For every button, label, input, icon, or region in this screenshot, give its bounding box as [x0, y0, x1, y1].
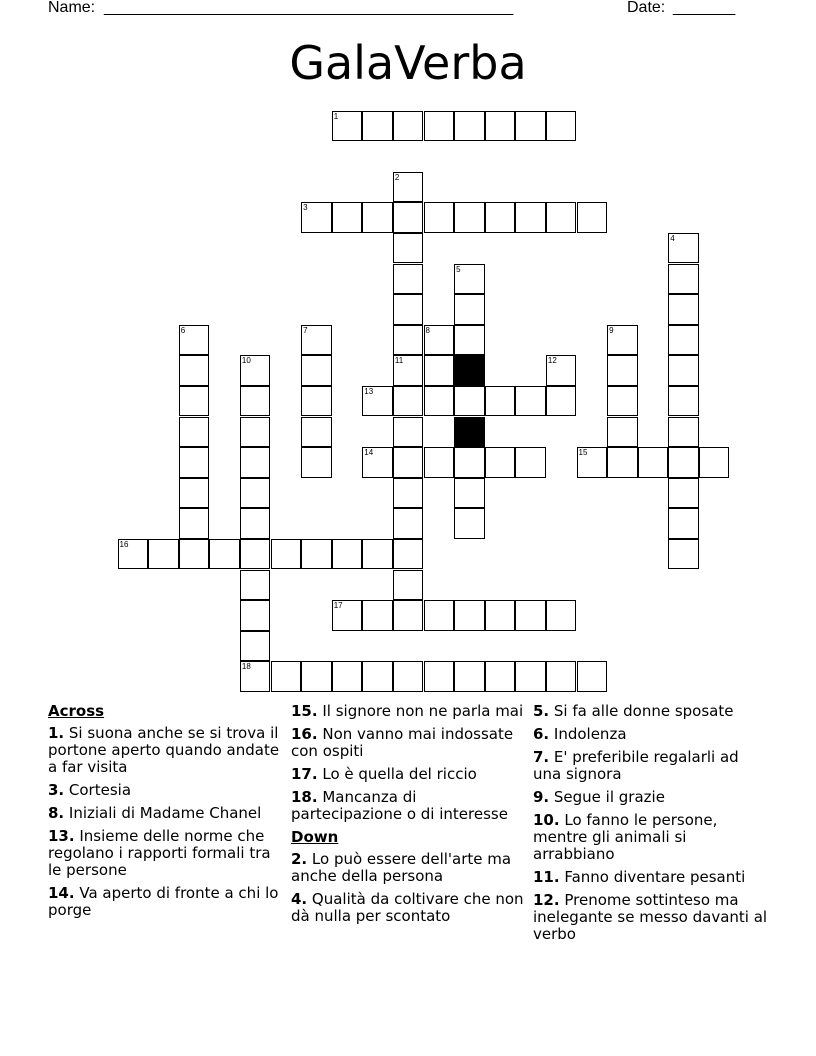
cell-number: 10 [241, 356, 251, 366]
clue-text: Iniziali di Madame Chanel [64, 804, 262, 822]
grid-cell[interactable] [515, 600, 546, 631]
grid-cell[interactable] [240, 478, 271, 509]
clue-column-1 [48, 703, 286, 925]
grid-cell[interactable] [515, 447, 546, 478]
cell-number: 11 [394, 356, 404, 366]
grid-cell[interactable] [424, 386, 455, 417]
grid-cell[interactable] [393, 570, 424, 601]
clue-item [48, 885, 286, 919]
grid-cell[interactable] [393, 661, 424, 692]
grid-cell[interactable] [515, 111, 546, 142]
clue-text: E' preferibile regalarli ad una signora [533, 748, 739, 783]
grid-cell[interactable] [424, 325, 455, 356]
cell-number: 13 [364, 386, 374, 396]
grid-cell[interactable] [454, 111, 485, 142]
clue-text: Si suona anche se si trova il portone aperto quando andate a far visita [48, 724, 280, 776]
grid-cell[interactable] [179, 508, 210, 539]
grid-cell[interactable] [454, 264, 485, 295]
grid-cell[interactable] [546, 386, 577, 417]
cell-number: 1 [333, 111, 339, 121]
cell-number: 6 [180, 325, 186, 335]
grid-cell[interactable] [271, 539, 302, 570]
clue-text: Lo è quella del riccio [317, 765, 477, 783]
grid-cell[interactable] [240, 508, 271, 539]
clue-text: Prenome sottinteso ma inelegante se messo davanti al verbo [533, 891, 768, 943]
clue-number: 18. [291, 788, 318, 806]
grid-cell[interactable] [148, 539, 179, 570]
grid-cell[interactable] [393, 233, 424, 264]
clue-section-heading: Down [291, 828, 339, 846]
clue-item [291, 703, 529, 720]
grid-cell[interactable] [301, 539, 332, 570]
grid-cell[interactable] [699, 447, 730, 478]
cell-number: 18 [241, 662, 251, 672]
clue-item [533, 703, 771, 720]
grid-cell[interactable] [301, 355, 332, 386]
clue-number: 13. [48, 827, 75, 845]
grid-cell[interactable] [393, 294, 424, 325]
clue-text: Il signore non ne parla mai [317, 702, 524, 720]
cell-number: 14 [364, 448, 374, 458]
grid-cell[interactable] [240, 600, 271, 631]
grid-cell[interactable] [179, 478, 210, 509]
name-label: Name: [48, 0, 96, 16]
clue-item [291, 726, 529, 760]
grid-cell[interactable] [393, 539, 424, 570]
grid-cell[interactable] [546, 202, 577, 233]
clue-text: Non vanno mai indossate con ospiti [291, 725, 514, 760]
cell-number: 5 [456, 264, 461, 274]
cell-number: 12 [547, 356, 557, 366]
grid-cell[interactable] [546, 355, 577, 386]
grid-cell[interactable] [362, 539, 393, 570]
grid-cell[interactable] [240, 447, 271, 478]
grid-cell[interactable] [362, 386, 393, 417]
grid-cell[interactable] [209, 539, 240, 570]
clue-number: 5. [533, 702, 550, 720]
clue-number: 16. [291, 725, 318, 743]
clue-text: Insieme delle norme che regolano i rapporti formali tra le persone [48, 827, 271, 879]
grid-cell[interactable] [668, 417, 699, 448]
grid-cell[interactable] [607, 325, 638, 356]
clue-text: Lo fanno le persone, mentre gli animali si arrabbiano [533, 811, 718, 863]
clue-item [48, 805, 286, 822]
clue-item [48, 828, 286, 879]
clue-number: 4. [291, 890, 308, 908]
grid-cell[interactable] [607, 447, 638, 478]
grid-cell[interactable] [424, 600, 455, 631]
clue-text: Qualità da coltivare che non dà nulla per scontato [291, 890, 524, 925]
grid-cell[interactable] [393, 386, 424, 417]
grid-cell[interactable] [301, 202, 332, 233]
grid-cell[interactable] [485, 600, 516, 631]
cell-number: 9 [609, 325, 614, 335]
cell-number: 8 [425, 325, 430, 335]
grid-cell[interactable] [485, 447, 516, 478]
grid-cell[interactable] [454, 661, 485, 692]
clue-item [48, 782, 286, 799]
grid-cell[interactable] [485, 661, 516, 692]
clue-number: 2. [291, 850, 308, 868]
clue-item [533, 749, 771, 783]
grid-cell[interactable] [362, 202, 393, 233]
grid-cell[interactable] [301, 386, 332, 417]
clue-item [291, 851, 529, 885]
date-field[interactable]: _______ [673, 0, 736, 16]
clue-text: Si fa alle donne sposate [549, 702, 734, 720]
grid-cell[interactable] [454, 600, 485, 631]
clue-item [533, 869, 771, 886]
clue-text: Segue il grazie [549, 788, 665, 806]
grid-cell[interactable] [607, 386, 638, 417]
grid-cell[interactable] [393, 172, 424, 203]
clue-number: 14. [48, 884, 75, 902]
clue-item [48, 725, 286, 776]
grid-cell[interactable] [301, 417, 332, 448]
clue-text: Va aperto di fronte a chi lo porge [48, 884, 279, 919]
blocked-cell [454, 417, 485, 448]
grid-cell[interactable] [332, 202, 363, 233]
grid-cell[interactable] [240, 386, 271, 417]
grid-cell[interactable] [179, 386, 210, 417]
grid-cell[interactable] [668, 386, 699, 417]
clue-item [533, 726, 771, 743]
grid-cell[interactable] [240, 417, 271, 448]
name-field[interactable]: ______________________________________________ [104, 0, 514, 16]
blocked-cell [454, 355, 485, 386]
grid-cell[interactable] [424, 355, 455, 386]
grid-cell[interactable] [393, 111, 424, 142]
clue-number: 11. [533, 868, 560, 886]
grid-cell[interactable] [362, 447, 393, 478]
grid-cell[interactable] [607, 417, 638, 448]
grid-cell[interactable] [393, 447, 424, 478]
grid-cell[interactable] [179, 447, 210, 478]
grid-cell[interactable] [668, 539, 699, 570]
clue-number: 3. [48, 781, 65, 799]
grid-cell[interactable] [454, 325, 485, 356]
grid-cell[interactable] [118, 539, 149, 570]
clue-number: 15. [291, 702, 318, 720]
grid-cell[interactable] [240, 570, 271, 601]
grid-cell[interactable] [668, 355, 699, 386]
clue-number: 7. [533, 748, 550, 766]
clue-item [533, 789, 771, 806]
grid-cell[interactable] [668, 325, 699, 356]
grid-cell[interactable] [668, 478, 699, 509]
grid-cell[interactable] [393, 478, 424, 509]
clue-number: 17. [291, 765, 318, 783]
clue-text: Indolenza [549, 725, 627, 743]
grid-cell[interactable] [668, 264, 699, 295]
clue-section-heading: Across [48, 702, 105, 720]
grid-cell[interactable] [301, 447, 332, 478]
clue-text: Lo può essere dell'arte ma anche della persona [291, 850, 512, 885]
clue-text: Mancanza di partecipazione o di interesse [291, 788, 508, 823]
grid-cell[interactable] [454, 202, 485, 233]
grid-cell[interactable] [668, 233, 699, 264]
grid-cell[interactable] [362, 600, 393, 631]
grid-cell[interactable] [577, 202, 608, 233]
grid-cell[interactable] [301, 661, 332, 692]
clue-item [533, 812, 771, 863]
grid-cell[interactable] [485, 202, 516, 233]
grid-cell[interactable] [546, 661, 577, 692]
grid-cell[interactable] [271, 661, 302, 692]
grid-cell[interactable] [393, 417, 424, 448]
cell-number: 2 [394, 172, 400, 182]
grid-cell[interactable] [515, 202, 546, 233]
clue-text: Cortesia [64, 781, 132, 799]
grid-cell[interactable] [424, 202, 455, 233]
grid-cell[interactable] [424, 661, 455, 692]
grid-cell[interactable] [362, 661, 393, 692]
clue-number: 1. [48, 724, 65, 742]
cell-number: 17 [333, 601, 343, 611]
grid-cell[interactable] [240, 661, 271, 692]
grid-cell[interactable] [393, 508, 424, 539]
clue-number: 12. [533, 891, 560, 909]
grid-cell[interactable] [332, 600, 363, 631]
grid-cell[interactable] [454, 447, 485, 478]
grid-cell[interactable] [515, 386, 546, 417]
grid-cell[interactable] [179, 417, 210, 448]
grid-cell[interactable] [424, 447, 455, 478]
clue-item [291, 766, 529, 783]
clue-number: 9. [533, 788, 550, 806]
puzzle-title: GalaVerba [289, 36, 527, 90]
grid-cell[interactable] [393, 355, 424, 386]
grid-cell[interactable] [607, 355, 638, 386]
cell-number: 7 [303, 325, 308, 335]
grid-cell[interactable] [393, 600, 424, 631]
grid-cell[interactable] [668, 508, 699, 539]
cell-number: 3 [303, 203, 308, 213]
grid-cell[interactable] [485, 386, 516, 417]
grid-cell[interactable] [393, 325, 424, 356]
cell-number: 16 [119, 539, 129, 549]
grid-cell[interactable] [577, 661, 608, 692]
grid-cell[interactable] [301, 325, 332, 356]
grid-cell[interactable] [668, 294, 699, 325]
grid-cell[interactable] [668, 447, 699, 478]
cell-number: 15 [578, 448, 588, 458]
grid-cell[interactable] [332, 661, 363, 692]
grid-cell[interactable] [638, 447, 669, 478]
grid-cell[interactable] [240, 539, 271, 570]
grid-cell[interactable] [454, 478, 485, 509]
date-label: Date: [627, 0, 666, 16]
grid-cell[interactable] [546, 600, 577, 631]
clue-column-3 [533, 703, 771, 949]
grid-cell[interactable] [179, 325, 210, 356]
clue-number: 6. [533, 725, 550, 743]
grid-cell[interactable] [424, 111, 455, 142]
grid-cell[interactable] [240, 631, 271, 662]
grid-cell[interactable] [240, 355, 271, 386]
grid-cell[interactable] [577, 447, 608, 478]
clue-item [533, 892, 771, 943]
grid-cell[interactable] [485, 111, 516, 142]
grid-cell[interactable] [546, 111, 577, 142]
grid-cell[interactable] [454, 508, 485, 539]
clue-number: 10. [533, 811, 560, 829]
clue-item [291, 891, 529, 925]
grid-cell[interactable] [393, 202, 424, 233]
grid-cell[interactable] [393, 264, 424, 295]
grid-cell[interactable] [454, 386, 485, 417]
grid-cell[interactable] [362, 111, 393, 142]
grid-cell[interactable] [179, 355, 210, 386]
clue-column-2 [291, 703, 529, 931]
clue-item [291, 789, 529, 823]
grid-cell[interactable] [179, 539, 210, 570]
clue-text: Fanno diventare pesanti [559, 868, 746, 886]
grid-cell[interactable] [332, 111, 363, 142]
clue-number: 8. [48, 804, 65, 822]
grid-cell[interactable] [332, 539, 363, 570]
grid-cell[interactable] [454, 294, 485, 325]
cell-number: 4 [670, 233, 675, 243]
grid-cell[interactable] [515, 661, 546, 692]
